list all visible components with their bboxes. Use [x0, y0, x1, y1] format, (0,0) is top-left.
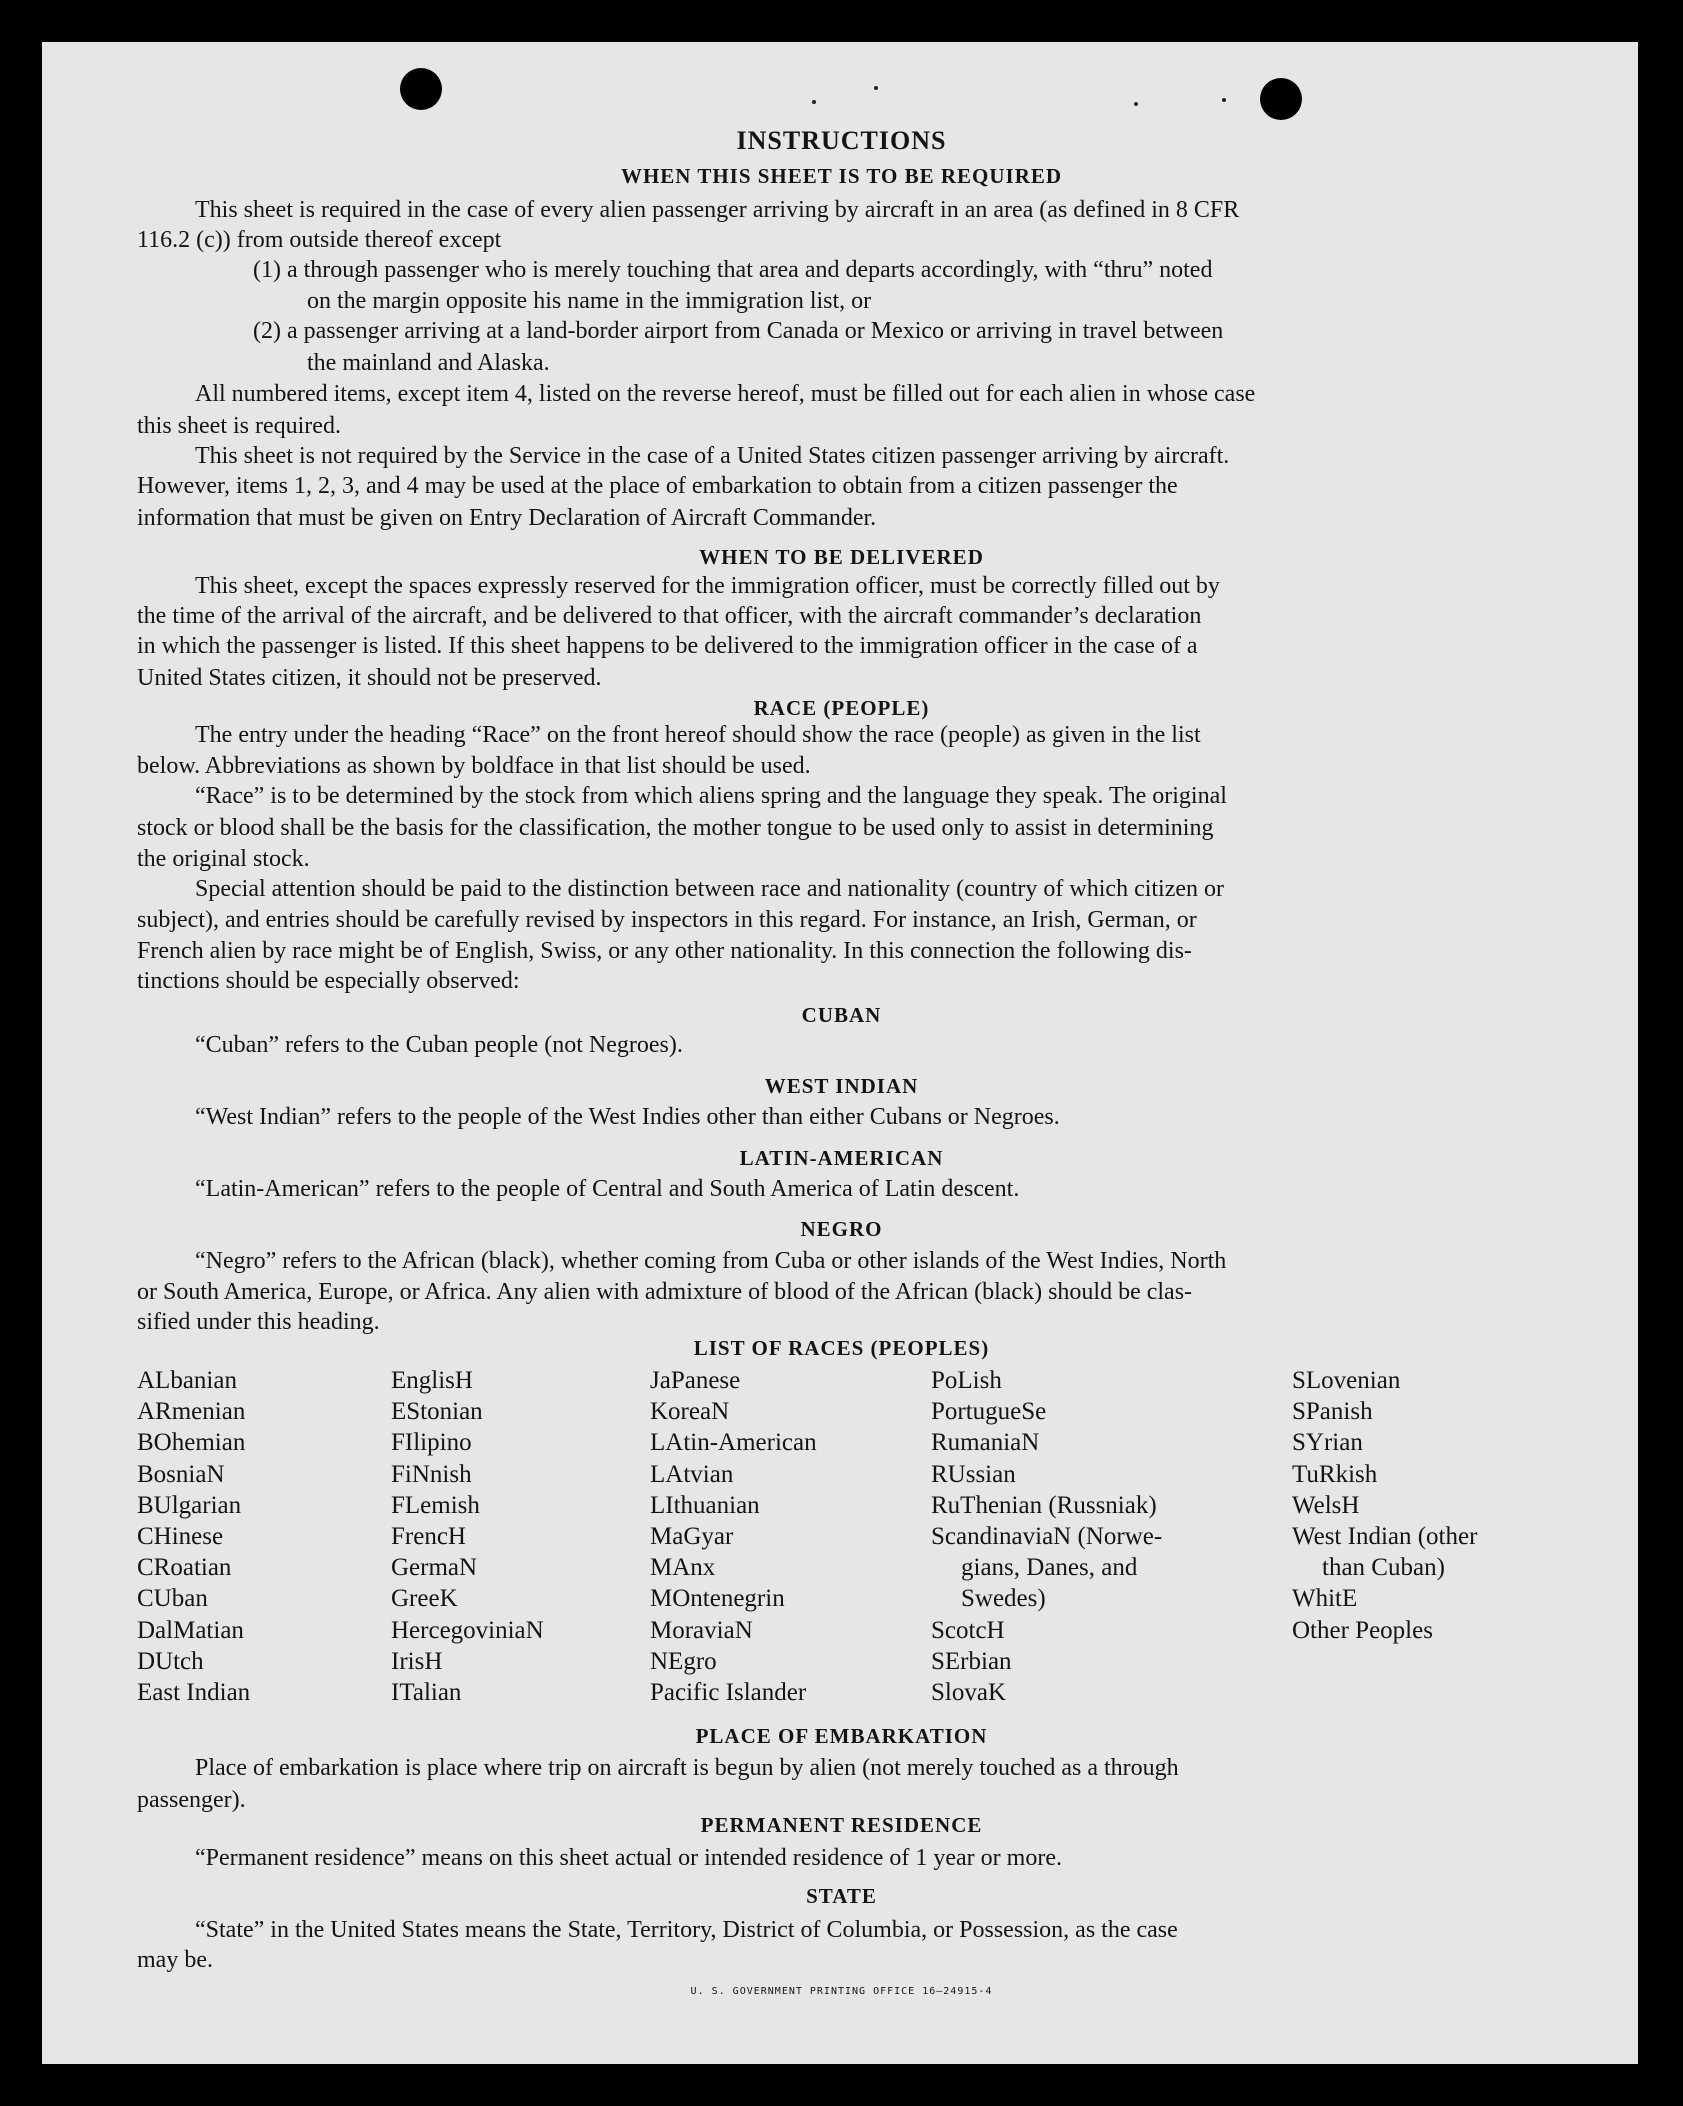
section-heading-west-indian: WEST INDIAN — [764, 1074, 919, 1098]
section-heading-latin-american: LATIN-AMERICAN — [739, 1146, 944, 1170]
race-item: TuRkish — [1292, 1460, 1378, 1488]
speck — [874, 86, 878, 90]
race-item: BOhemian — [137, 1429, 246, 1457]
race-item: NEgro — [650, 1647, 717, 1675]
speck — [1134, 102, 1138, 106]
text-line: This sheet is not required by the Service in the case of a United States citizen passenger arriving by aircraft. — [195, 443, 1230, 469]
race-item: WhitE — [1292, 1585, 1358, 1613]
race-item: DUtch — [137, 1647, 204, 1675]
text-line: the time of the arrival of the aircraft, and be delivered to that officer, with the aircraft commander’s declaration — [137, 603, 1202, 629]
race-item: EnglisH — [391, 1367, 473, 1394]
text-line: the original stock. — [137, 846, 310, 872]
race-item: SlovaK — [931, 1678, 1006, 1706]
race-item: JaPanese — [650, 1367, 741, 1394]
text-line: This sheet is required in the case of every alien passenger arriving by aircraft in an area (as defined in 8 CFR — [195, 197, 1240, 223]
text-line: Place of embarkation is place where trip on aircraft is begun by alien (not merely touched as a through — [195, 1755, 1179, 1781]
text-line: below. Abbreviations as shown by boldface in that list should be used. — [137, 753, 811, 779]
race-item: EStonian — [391, 1398, 483, 1426]
section-heading-negro: NEGRO — [800, 1217, 883, 1241]
text-line: on the margin opposite his name in the immigration list, or — [307, 288, 872, 314]
text-line: (2) a passenger arriving at a land-border airport from Canada or Mexico or arriving in travel between — [253, 318, 1224, 344]
text-line: French alien by race might be of English, Swiss, or any other nationality. In this connection the following dis- — [137, 938, 1192, 964]
printing-office-imprint: U. S. GOVERNMENT PRINTING OFFICE 16—24915-4 — [690, 1986, 993, 1997]
text-line: “Latin-American” refers to the people of Central and South America of Latin descent. — [195, 1176, 1020, 1202]
race-item: GreeK — [391, 1585, 458, 1613]
races-column-1 — [137, 1365, 250, 1708]
section-heading-state: STATE — [806, 1884, 877, 1908]
race-item: MaGyar — [650, 1522, 734, 1550]
race-item: CUban — [137, 1585, 208, 1613]
race-item: MOntenegrin — [650, 1585, 785, 1613]
speck — [1222, 98, 1226, 102]
race-item: BosniaN — [137, 1460, 225, 1488]
race-item: FiNnish — [391, 1460, 472, 1488]
race-item: RumaniaN — [931, 1429, 1040, 1457]
text-line: sified under this heading. — [137, 1309, 380, 1335]
race-item: SErbian — [931, 1647, 1012, 1675]
text-line: “Permanent residence” means on this sheet actual or intended residence of 1 year or more. — [195, 1845, 1062, 1871]
race-item: ALbanian — [137, 1367, 237, 1394]
section-heading-permanent-residence: PERMANENT RESIDENCE — [700, 1813, 983, 1837]
race-item: LAtin-American — [650, 1429, 817, 1457]
race-item: than Cuban) — [1322, 1554, 1445, 1582]
races-column-5 — [1292, 1365, 1477, 1646]
section-heading-when-delivered: WHEN TO BE DELIVERED — [699, 545, 984, 569]
section-heading-place-of-embarkation: PLACE OF EMBARKATION — [695, 1724, 988, 1748]
race-item: gians, Danes, and — [961, 1554, 1138, 1582]
text-line: stock or blood shall be the basis for the classification, the mother tongue to be used only to assist in determining — [137, 815, 1214, 841]
section-heading-list-of-races: LIST OF RACES (PEOPLES) — [693, 1336, 990, 1360]
speck — [812, 100, 816, 104]
race-item: ITalian — [391, 1678, 462, 1706]
race-item: FIlipino — [391, 1429, 472, 1457]
section-heading-race: RACE (PEOPLE) — [753, 696, 930, 720]
page-title: INSTRUCTIONS — [736, 126, 947, 155]
section-heading-when-required: WHEN THIS SHEET IS TO BE REQUIRED — [620, 164, 1063, 188]
text-line: passenger). — [137, 1787, 246, 1813]
punch-hole-right — [1260, 78, 1302, 120]
races-column-4 — [931, 1365, 1162, 1708]
race-item: WelsH — [1292, 1491, 1360, 1519]
race-item: FLemish — [391, 1491, 480, 1519]
text-line: this sheet is required. — [137, 413, 341, 439]
race-item: MoraviaN — [650, 1616, 753, 1644]
race-item: FrencH — [391, 1522, 466, 1550]
text-line: the mainland and Alaska. — [307, 350, 550, 376]
race-item: Swedes) — [961, 1585, 1046, 1613]
race-item: RUssian — [931, 1460, 1016, 1488]
race-item: CHinese — [137, 1522, 224, 1550]
text-line: “Race” is to be determined by the stock from which aliens spring and the language they speak. The original — [195, 783, 1227, 809]
text-line: tinctions should be especially observed: — [137, 968, 520, 994]
race-item: PortugueSe — [931, 1398, 1047, 1426]
text-line: in which the passenger is listed. If this sheet happens to be delivered to the immigration officer in the case of a — [137, 633, 1198, 659]
text-line: The entry under the heading “Race” on the front hereof should show the race (people) as given in the list — [195, 722, 1201, 748]
race-item: IrisH — [391, 1647, 443, 1675]
race-item: GermaN — [391, 1554, 478, 1582]
race-item: ARmenian — [137, 1398, 246, 1426]
race-item: SLovenian — [1292, 1367, 1401, 1394]
race-item: SYrian — [1292, 1429, 1363, 1457]
section-heading-cuban: CUBAN — [801, 1003, 882, 1027]
text-line: 116.2 (c)) from outside thereof except — [137, 227, 502, 253]
text-line: This sheet, except the spaces expressly reserved for the immigration officer, must be correctly filled out by — [195, 573, 1220, 599]
text-line: (1) a through passenger who is merely touching that area and departs accordingly, with “thru” noted — [253, 257, 1213, 283]
race-item: KoreaN — [650, 1398, 730, 1426]
race-item: LAtvian — [650, 1460, 734, 1488]
race-item: DalMatian — [137, 1616, 244, 1644]
race-item: Other Peoples — [1292, 1616, 1433, 1644]
race-item: CRoatian — [137, 1554, 232, 1582]
text-line: Special attention should be paid to the distinction between race and nationality (country of which citizen or — [195, 876, 1225, 902]
race-item: PoLish — [931, 1367, 1002, 1394]
text-line: United States citizen, it should not be preserved. — [137, 665, 602, 691]
text-line: “Negro” refers to the African (black), whether coming from Cuba or other islands of the West Indies, North — [195, 1248, 1227, 1274]
text-line: “Cuban” refers to the Cuban people (not Negroes). — [195, 1032, 683, 1058]
text-line: information that must be given on Entry Declaration of Aircraft Commander. — [137, 505, 877, 531]
text-line: subject), and entries should be carefully revised by inspectors in this regard. For instance, an Irish, German, or — [137, 907, 1197, 933]
race-item: East Indian — [137, 1678, 251, 1706]
text-line: or South America, Europe, or Africa. Any alien with admixture of blood of the African (black) should be clas- — [137, 1279, 1193, 1305]
races-column-3 — [650, 1365, 817, 1708]
races-column-2 — [391, 1365, 544, 1708]
race-item: SPanish — [1292, 1398, 1373, 1426]
race-item: MAnx — [650, 1554, 716, 1582]
race-item: ScandinaviaN (Norwe- — [931, 1522, 1163, 1550]
race-item: RuThenian (Russniak) — [931, 1491, 1157, 1519]
race-item: Pacific Islander — [650, 1678, 807, 1706]
text-line: “State” in the United States means the State, Territory, District of Columbia, or Possession, as the case — [195, 1917, 1178, 1943]
race-item: BUlgarian — [137, 1491, 242, 1519]
text-line: may be. — [137, 1947, 213, 1973]
punch-hole-left — [400, 68, 442, 110]
text-line: However, items 1, 2, 3, and 4 may be used at the place of embarkation to obtain from a citizen passenger the — [137, 473, 1178, 499]
text-line: All numbered items, except item 4, listed on the reverse hereof, must be filled out for each alien in whose case — [195, 381, 1256, 407]
race-item: West Indian (other — [1292, 1522, 1478, 1550]
race-item: ScotcH — [931, 1616, 1005, 1644]
race-item: HercegoviniaN — [391, 1616, 544, 1644]
race-item: LIthuanian — [650, 1491, 760, 1519]
text-line: “West Indian” refers to the people of the West Indies other than either Cubans or Negroes. — [195, 1104, 1060, 1130]
